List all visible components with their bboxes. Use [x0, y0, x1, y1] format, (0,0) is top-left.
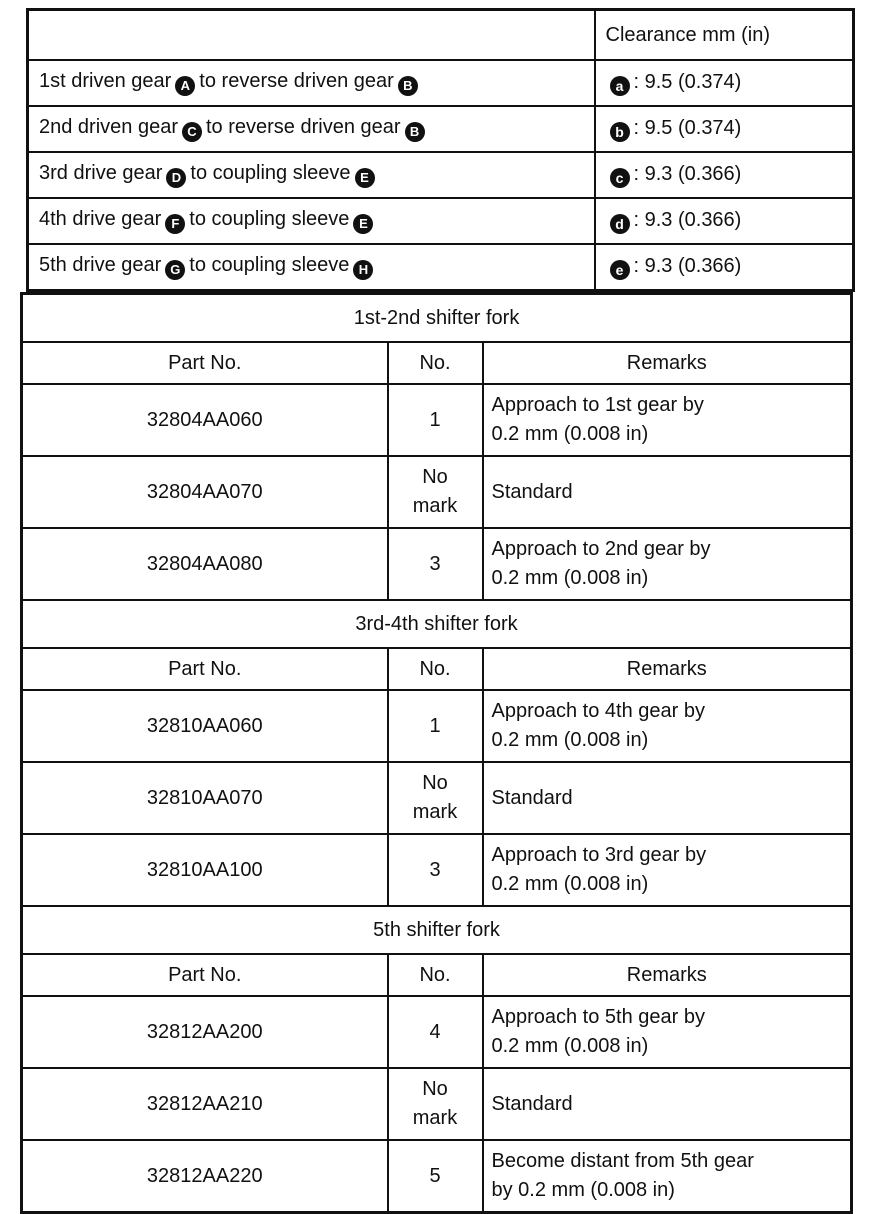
circled-letter-icon: D [166, 168, 186, 188]
no-header: No. [388, 342, 483, 384]
mark-number: 3 [388, 834, 483, 906]
circled-letter-icon: H [353, 260, 373, 280]
table-row [22, 762, 852, 834]
mark-number: 3 [388, 528, 483, 600]
column-header-row [22, 648, 852, 690]
blank-header-cell [28, 10, 595, 61]
table-row [22, 456, 852, 528]
clearance-header-row [28, 10, 854, 61]
part-number: 32812AA220 [22, 1140, 388, 1213]
clearance-value-cell: e : 9.3 (0.366) [595, 244, 854, 291]
circled-letter-icon: F [165, 214, 185, 234]
part-no-header: Part No. [22, 342, 388, 384]
remarks-header: Remarks [483, 954, 852, 996]
gear-pair-cell: 5th drive gear G to coupling sleeve H [28, 244, 595, 291]
table-row [22, 996, 852, 1068]
mark-number: 1 [388, 690, 483, 762]
circled-letter-icon: B [405, 122, 425, 142]
circled-symbol-icon: a [610, 76, 630, 96]
clearance-value-cell: c : 9.3 (0.366) [595, 152, 854, 198]
remarks: Approach to 3rd gear by 0.2 mm (0.008 in) [483, 834, 852, 906]
circled-letter-icon: E [353, 214, 373, 234]
clearance-table [26, 8, 855, 292]
clearance-value-cell: b : 9.5 (0.374) [595, 106, 854, 152]
column-header-row [22, 954, 852, 996]
remarks: Standard [483, 456, 852, 528]
remarks-header: Remarks [483, 648, 852, 690]
no-header: No. [388, 648, 483, 690]
no-header: No. [388, 954, 483, 996]
part-number: 32812AA200 [22, 996, 388, 1068]
part-number: 32804AA080 [22, 528, 388, 600]
section-title: 1st-2nd shifter fork [22, 294, 852, 343]
clearance-row [28, 152, 854, 198]
remarks: Approach to 4th gear by 0.2 mm (0.008 in) [483, 690, 852, 762]
part-number: 32812AA210 [22, 1068, 388, 1140]
remarks: Standard [483, 1068, 852, 1140]
part-no-header: Part No. [22, 648, 388, 690]
part-number: 32804AA070 [22, 456, 388, 528]
mark-number: No mark [388, 456, 483, 528]
clearance-row [28, 198, 854, 244]
gear-pair-cell: 3rd drive gear D to coupling sleeve E [28, 152, 595, 198]
table-row [22, 1068, 852, 1140]
section-title-row [22, 600, 852, 648]
remarks: Approach to 2nd gear by 0.2 mm (0.008 in) [483, 528, 852, 600]
part-no-header: Part No. [22, 954, 388, 996]
shifter-fork-table [20, 292, 853, 1214]
table-row [22, 834, 852, 906]
circled-letter-icon: E [355, 168, 375, 188]
part-number: 32810AA100 [22, 834, 388, 906]
table-row [22, 528, 852, 600]
remarks-header: Remarks [483, 342, 852, 384]
section-title: 3rd-4th shifter fork [22, 600, 852, 648]
section-title: 5th shifter fork [22, 906, 852, 954]
circled-letter-icon: A [175, 76, 195, 96]
mark-number: 5 [388, 1140, 483, 1213]
remarks: Become distant from 5th gear by 0.2 mm (0.008 in) [483, 1140, 852, 1213]
clearance-value-cell: d : 9.3 (0.366) [595, 198, 854, 244]
mark-number: No mark [388, 762, 483, 834]
clearance-header: Clearance mm (in) [595, 10, 854, 61]
clearance-value-cell: a : 9.5 (0.374) [595, 60, 854, 106]
mark-number: No mark [388, 1068, 483, 1140]
remarks: Approach to 5th gear by 0.2 mm (0.008 in) [483, 996, 852, 1068]
gear-pair-cell: 2nd driven gear C to reverse driven gear B [28, 106, 595, 152]
circled-symbol-icon: b [610, 122, 630, 142]
part-number: 32810AA060 [22, 690, 388, 762]
gear-pair-cell: 4th drive gear F to coupling sleeve E [28, 198, 595, 244]
clearance-row [28, 60, 854, 106]
mark-number: 1 [388, 384, 483, 456]
clearance-row [28, 106, 854, 152]
circled-symbol-icon: d [610, 214, 630, 234]
circled-letter-icon: C [182, 122, 202, 142]
part-number: 32810AA070 [22, 762, 388, 834]
table-row [22, 1140, 852, 1213]
circled-letter-icon: B [398, 76, 418, 96]
section-title-row [22, 294, 852, 343]
circled-symbol-icon: c [610, 168, 630, 188]
circled-letter-icon: G [165, 260, 185, 280]
remarks: Standard [483, 762, 852, 834]
circled-symbol-icon: e [610, 260, 630, 280]
remarks: Approach to 1st gear by 0.2 mm (0.008 in) [483, 384, 852, 456]
column-header-row [22, 342, 852, 384]
table-row [22, 690, 852, 762]
clearance-row [28, 244, 854, 291]
table-row [22, 384, 852, 456]
part-number: 32804AA060 [22, 384, 388, 456]
gear-pair-cell: 1st driven gear A to reverse driven gear B [28, 60, 595, 106]
mark-number: 4 [388, 996, 483, 1068]
section-title-row [22, 906, 852, 954]
